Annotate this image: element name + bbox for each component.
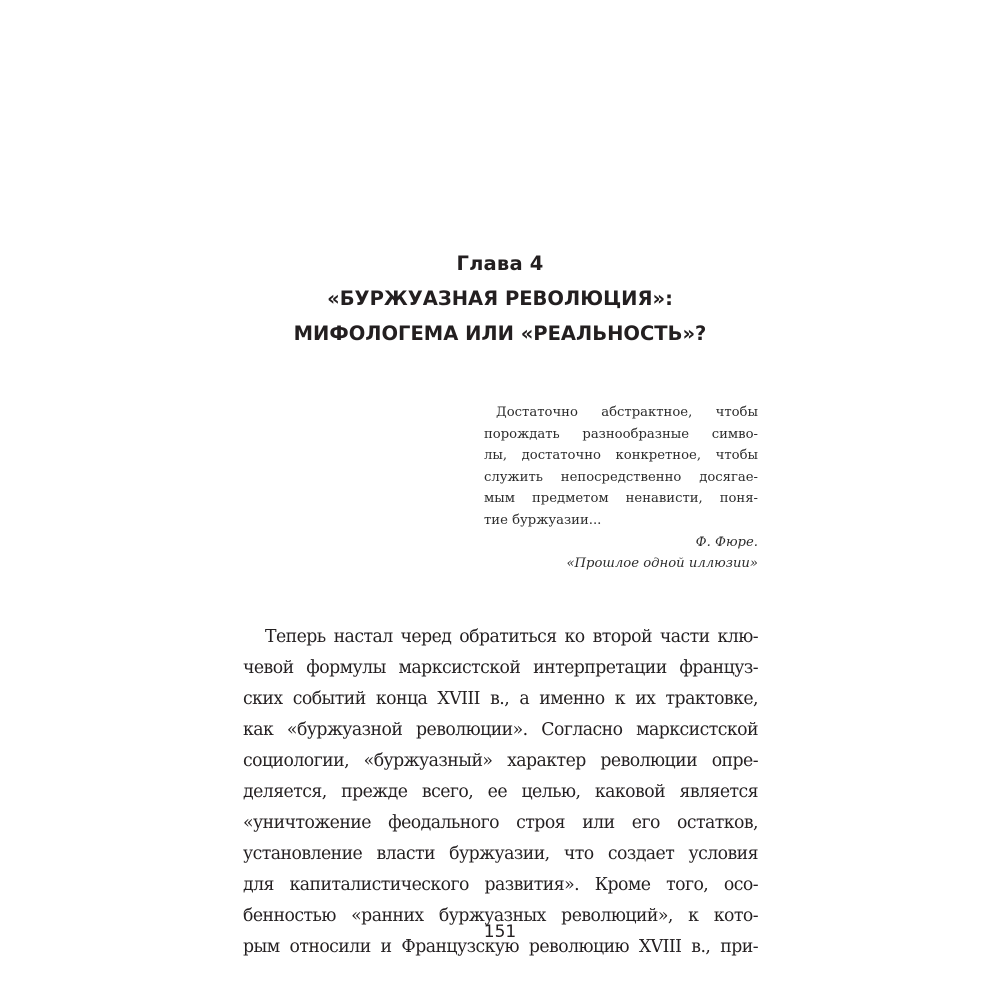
body-line: ских событий конца XVIII в., а именно к их трактовке,	[243, 689, 758, 709]
chapter-title-line-2: МИФОЛОГЕМА ИЛИ «РЕАЛЬНОСТЬ»?	[293, 322, 707, 345]
chapter-label: Глава 4	[456, 252, 544, 275]
epigraph-source: «Прошлое одной иллюзии»	[566, 556, 758, 572]
epigraph-line: порождать разнообразные симво-	[484, 426, 758, 442]
page-number: 151	[483, 922, 517, 942]
body-line: Теперь настал черед обратиться ко второй части клю-	[265, 627, 758, 647]
body-line: деляется, прежде всего, ее целью, каковой является	[243, 782, 758, 802]
chapter-title-line-1: «БУРЖУАЗНАЯ РЕВОЛЮЦИЯ»:	[327, 287, 673, 310]
body-line: рым относили и Французскую революцию XVIII в., при-	[243, 937, 758, 957]
body-paragraph	[243, 622, 758, 963]
epigraph-author: Ф. Фюре.	[695, 534, 758, 550]
epigraph-line: Достаточно абстрактное, чтобы	[496, 405, 758, 420]
body-line: для капиталистического развития». Кроме того, осо-	[243, 875, 758, 895]
epigraph	[484, 402, 758, 575]
body-line: «уничтожение феодального строя или его остатков,	[243, 813, 758, 833]
epigraph-line: лы, достаточно конкретное, чтобы	[484, 448, 758, 464]
epigraph-line: служить непосредственно досягае-	[484, 469, 758, 485]
body-line: как «буржуазной революции». Согласно марксистской	[243, 720, 758, 740]
epigraph-line: тие буржуазии...	[484, 512, 602, 528]
body-line: бенностью «ранних буржуазных революций», к кото-	[243, 906, 758, 926]
body-line: чевой формулы марксистской интерпретации француз-	[243, 658, 758, 678]
body-line: социологии, «буржуазный» характер революции опре-	[243, 751, 758, 771]
epigraph-line: мым предметом ненависти, поня-	[484, 491, 758, 507]
body-line: установление власти буржуазии, что создает условия	[243, 844, 758, 864]
